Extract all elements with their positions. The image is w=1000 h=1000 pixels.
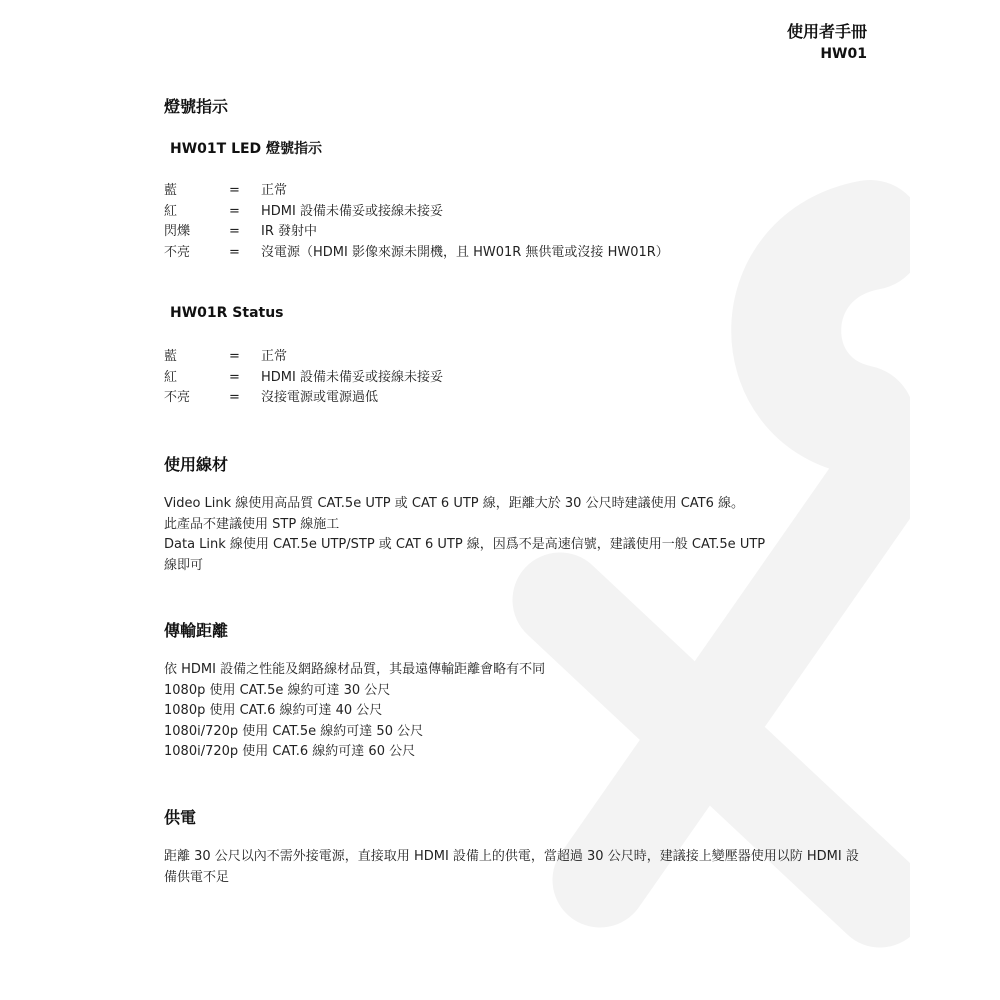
section-title-cable: 使用線材 — [164, 455, 229, 474]
status-row — [164, 388, 864, 409]
status-row — [164, 202, 864, 223]
equals-sign: = — [229, 224, 240, 239]
receiver-status-list — [164, 347, 864, 409]
status-meaning: 沒接電源或電源過低 — [261, 390, 379, 405]
status-row — [164, 368, 864, 389]
status-color: 不亮 — [164, 390, 191, 405]
status-meaning: HDMI 設備未備妥或接線未接妥 — [261, 369, 443, 385]
paragraph-line: 距離 30 公尺以內不需外接電源，直接取用 HDMI 設備上的供電，當超過 30 公尺時，建議接上變壓器使用以防 HDMI 設 — [164, 849, 859, 864]
paragraph-line: 1080i/720p 使用 CAT.5e 線約可達 50 公尺 — [164, 723, 424, 739]
equals-sign: = — [229, 369, 240, 385]
paragraph-line: 1080p 使用 CAT.6 線約可達 40 公尺 — [164, 703, 383, 718]
status-meaning: 正常 — [261, 183, 288, 198]
paragraph-line: Data Link 線使用 CAT.5e UTP/STP 或 CAT 6 UTP 線，因爲不是高速信號，建議使用一般 CAT.5e UTP — [164, 537, 766, 552]
section-title-distance: 傳輸距離 — [164, 621, 229, 640]
power-paragraph — [164, 847, 884, 888]
status-meaning: 沒電源（HDMI 影像來源未開機，且 HW01R 無供電或沒接 HW01R） — [261, 244, 669, 260]
cable-paragraph — [164, 494, 884, 576]
transmitter-status-list — [164, 181, 864, 263]
equals-sign: = — [229, 203, 240, 219]
manual-title: 使用者手冊 — [786, 22, 867, 41]
status-row — [164, 347, 864, 368]
section-title-led: 燈號指示 — [164, 97, 229, 116]
paragraph-line: 1080i/720p 使用 CAT.6 線約可達 60 公尺 — [164, 744, 416, 759]
paragraph-line: 線即可 — [164, 557, 204, 573]
status-color: 不亮 — [164, 244, 191, 260]
subsection-title-transmitter: HW01T LED 燈號指示 — [170, 141, 323, 157]
status-meaning: 正常 — [261, 349, 288, 364]
status-meaning: IR 發射中 — [261, 224, 317, 239]
status-row — [164, 181, 864, 202]
status-row — [164, 243, 864, 264]
subsection-title-receiver: HW01R Status — [170, 305, 284, 321]
paragraph-line: 依 HDMI 設備之性能及網路線材品質，其最遠傳輸距離會略有不同 — [164, 662, 546, 677]
status-color: 紅 — [164, 203, 178, 219]
equals-sign: = — [229, 349, 240, 364]
status-row — [164, 222, 864, 243]
paragraph-line: Video Link 線使用高品質 CAT.5e UTP 或 CAT 6 UTP 線，距離大於 30 公尺時建議使用 CAT6 線。 — [164, 496, 745, 511]
equals-sign: = — [229, 183, 240, 198]
status-color: 閃爍 — [164, 224, 191, 239]
paragraph-line: 1080p 使用 CAT.5e 線約可達 30 公尺 — [164, 682, 391, 698]
paragraph-line: 此產品不建議使用 STP 線施工 — [164, 516, 340, 532]
distance-paragraph — [164, 660, 884, 763]
status-color: 紅 — [164, 369, 178, 385]
model-number: HW01 — [820, 46, 867, 62]
equals-sign: = — [229, 244, 240, 260]
equals-sign: = — [229, 390, 240, 405]
status-color: 藍 — [164, 183, 178, 198]
status-meaning: HDMI 設備未備妥或接線未接妥 — [261, 203, 443, 219]
section-title-power: 供電 — [164, 808, 197, 827]
paragraph-line: 備供電不足 — [164, 869, 230, 885]
status-color: 藍 — [164, 349, 178, 364]
